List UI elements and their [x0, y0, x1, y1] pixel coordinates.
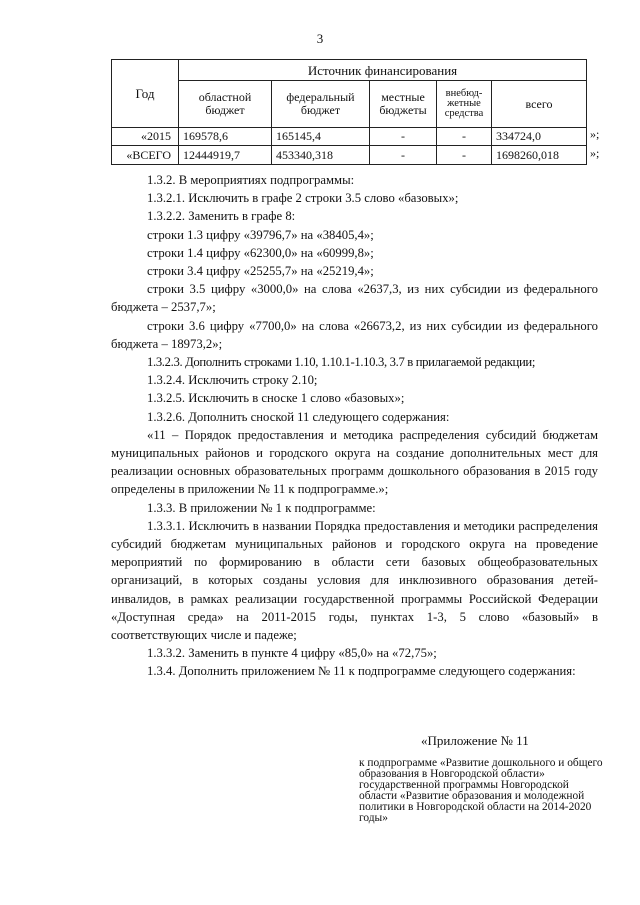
cell-extra: -: [437, 146, 492, 165]
row-closing-quote: »;: [590, 146, 600, 160]
paragraph: 1.3.3. В приложении № 1 к подпрограмме:: [147, 500, 376, 515]
row-closing-quote: »;: [590, 127, 600, 141]
cell-regional: 12444919,7: [179, 146, 272, 165]
paragraph: строки 1.4 цифру «62300,0» на «60999,8»;: [147, 245, 374, 260]
header-federal: федеральный бюджет: [272, 81, 370, 128]
header-local: местные бюджеты: [370, 81, 437, 128]
paragraph: 1.3.2.1. Исключить в графе 2 строки 3.5 слово «базовых»;: [147, 191, 459, 206]
cell-regional: 169578,6: [179, 128, 272, 146]
table-subheader-row: [112, 81, 587, 128]
cell-extra: -: [437, 128, 492, 146]
cell-year: «ВСЕГО: [112, 146, 179, 165]
cell-local: -: [370, 146, 437, 165]
table-row: [112, 146, 587, 165]
cell-local: -: [370, 128, 437, 146]
appendix-title: «Приложение № 11: [421, 733, 529, 748]
paragraph: 1.3.2. В мероприятиях подпрограммы:: [147, 173, 355, 187]
footnote-text: «11 – Порядок предоставления и методика распределения субсидий бюджетам муниципальных районов и городского округа на создание дополнительных мест для реализации основных образовательных программ дошкольного образования в 2015 году определены в приложении № 11 к подпрограмме.»;: [111, 427, 598, 497]
appendix-subtitle: к подпрограмме «Развитие дошкольного и общего образования в Новгородской области» государственной программы Новгородской области «Развитие образования и молодежной политики в Новгородской области на 2014-2020 годы»: [359, 757, 603, 824]
paragraph: 1.3.3.1. Исключить в названии Порядка предоставления и методики распределения субсидий бюджетам муниципальных районов и городского округа на проведение мероприятий по формированию в области сети базовых общеобразовательных организаций, в которых созданы условия для инклюзивного образования детей-инвалидов, в рамках реализации государственной программы Российской Федерации «Доступная среда» на 2011-2015 годы, пунктах 1-3, 5 слово «базовый» в соответствующих числе и падеже;: [111, 518, 598, 643]
page-number: 3: [316, 31, 324, 46]
paragraph: строки 3.5 цифру «3000,0» на слова «2637,3, из них субсидии из федерального бюджета – 2537,7»;: [111, 282, 598, 315]
paragraph: 1.3.2.5. Исключить в сноске 1 слово «базовых»;: [147, 391, 405, 406]
paragraph: строки 3.6 цифру «7700,0» на слова «26673,2, из них субсидии из федерального бюджета – 18973,2»;: [111, 318, 598, 351]
paragraph: строки 3.4 цифру «25255,7» на «25219,4»;: [147, 264, 374, 279]
paragraph: строки 1.3 цифру «39796,7» на «38405,4»;: [147, 227, 374, 242]
paragraph: 1.3.2.4. Исключить строку 2.10;: [147, 373, 318, 388]
header-regional: областной бюджет: [179, 81, 272, 128]
cell-federal: 453340,318: [272, 146, 370, 165]
paragraph: 1.3.2.2. Заменить в графе 8:: [147, 209, 296, 224]
header-source: Источник финансирования: [179, 60, 587, 81]
amendment-text: [111, 171, 598, 681]
cell-total: 1698260,018: [492, 146, 587, 165]
cell-total: 334724,0: [492, 128, 587, 146]
financing-table: [111, 59, 587, 165]
header-total: всего: [492, 81, 587, 128]
paragraph: 1.3.2.6. Дополнить сноской 11 следующего содержания:: [147, 409, 450, 424]
table-header-row: [112, 60, 587, 81]
table-row: [112, 128, 587, 146]
cell-federal: 165145,4: [272, 128, 370, 146]
header-year: Год: [112, 60, 179, 128]
cell-year: «2015: [112, 128, 179, 146]
paragraph: 1.3.3.2. Заменить в пункте 4 цифру «85,0» на «72,75»;: [147, 646, 437, 661]
header-extra: внебюд-жетные средства: [437, 81, 492, 128]
paragraph: 1.3.2.3. Дополнить строками 1.10, 1.10.1-1.10.3, 3.7 в прилагаемой редакции;: [147, 355, 536, 370]
paragraph: 1.3.4. Дополнить приложением № 11 к подпрограмме следующего содержания:: [147, 664, 576, 679]
